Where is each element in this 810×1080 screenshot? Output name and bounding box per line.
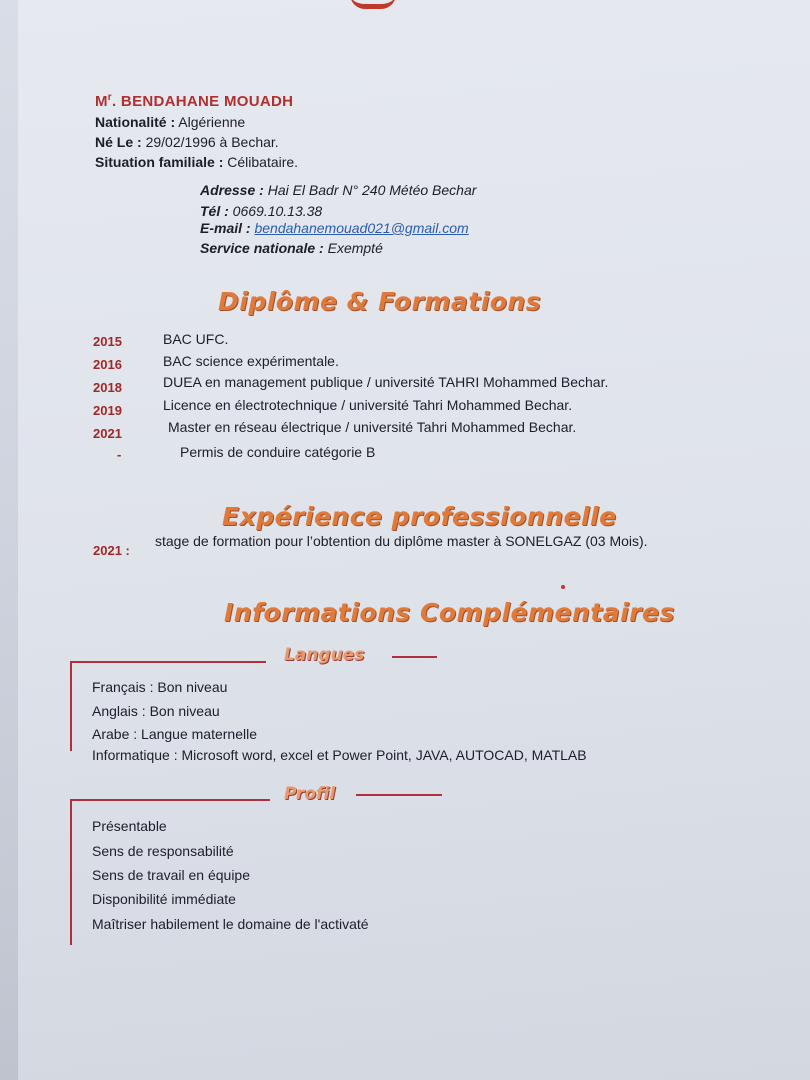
nationality-value: Algérienne — [175, 114, 246, 130]
profile-item: Sens de responsabilité — [92, 843, 234, 859]
nationality-line — [95, 114, 245, 130]
diploma-text: Master en réseau électrique / université Tahri Mohammed Bechar. — [168, 419, 577, 435]
profile-rule-vertical — [70, 799, 72, 945]
candidate-name — [95, 92, 293, 110]
experience-text: stage de formation pour l’obtention du diplôme master à SONELGAZ (03 Mois). — [155, 533, 648, 549]
email-link[interactable]: bendahanemouad021@gmail.com — [254, 220, 469, 236]
diploma-year: 2021 — [93, 426, 122, 441]
languages-rule-vertical — [70, 661, 72, 751]
diploma-text: DUEA en management publique / université TAHRI Mohammed Bechar. — [163, 374, 609, 390]
languages-rule-right — [392, 656, 437, 658]
language-item: Arabe : Langue maternelle — [92, 726, 257, 742]
diploma-year: 2015 — [93, 334, 122, 349]
diploma-text: Licence en électrotechnique / université Tahri Mohammed Bechar. — [163, 397, 573, 413]
language-item: Anglais : Bon niveau — [92, 703, 220, 719]
nationality-label: Nationalité : — [95, 114, 176, 130]
birth-value: 29/02/1996 à Bechar. — [141, 134, 279, 150]
address-value: Hai El Badr N° 240 Météo Bechar — [263, 182, 477, 198]
diploma-text: BAC UFC. — [163, 331, 229, 347]
service-label: Service nationale : — [200, 240, 324, 256]
complementary-title: Informations Complémentaires — [224, 598, 675, 627]
diplomas-title: Diplôme & Formations — [218, 287, 542, 316]
birth-label: Né Le : — [95, 134, 142, 150]
profile-item: Maîtriser habilement le domaine de l'activaté — [92, 916, 369, 932]
diploma-year: 2018 — [93, 380, 122, 395]
name-sup: r — [107, 92, 112, 103]
family-status-line — [95, 154, 298, 170]
address-line — [200, 182, 476, 198]
diploma-text: Permis de conduire catégorie B — [180, 444, 376, 460]
name-text: . BENDAHANE MOUADH — [112, 93, 294, 110]
family-status-label: Situation familiale : — [95, 154, 224, 170]
phone-line — [200, 203, 322, 219]
family-status-value: Célibataire. — [223, 154, 299, 170]
profile-item: Disponibilité immédiate — [92, 891, 236, 907]
email-line — [200, 220, 469, 236]
profile-item: Sens de travail en équipe — [92, 867, 250, 883]
birth-line — [95, 134, 279, 150]
computing-skills: Informatique : Microsoft word, excel et Power Point, JAVA, AUTOCAD, MATLAB — [92, 747, 587, 763]
phone-label: Tél : — [200, 203, 229, 219]
experience-title: Expérience professionnelle — [222, 502, 617, 531]
diploma-year: 2019 — [93, 403, 122, 418]
diploma-text: BAC science expérimentale. — [163, 353, 339, 369]
profile-item: Présentable — [92, 818, 167, 834]
diploma-bullet: - — [117, 447, 122, 462]
address-label: Adresse : — [200, 182, 264, 198]
languages-rule-left — [70, 661, 266, 663]
profile-rule-left — [70, 799, 270, 801]
email-label: E-mail : — [200, 220, 251, 236]
profile-title: Profil — [284, 784, 336, 804]
name-prefix: M — [95, 93, 108, 110]
experience-year: 2021 : — [93, 543, 130, 558]
service-value: Exempté — [323, 240, 383, 256]
paper-speck — [561, 585, 565, 589]
phone-value: 0669.10.13.38 — [228, 203, 323, 219]
profile-rule-right — [356, 794, 442, 796]
diploma-year: 2016 — [93, 357, 122, 372]
languages-title: Langues — [284, 645, 365, 665]
service-line — [200, 240, 383, 256]
language-item: Français : Bon niveau — [92, 679, 228, 695]
